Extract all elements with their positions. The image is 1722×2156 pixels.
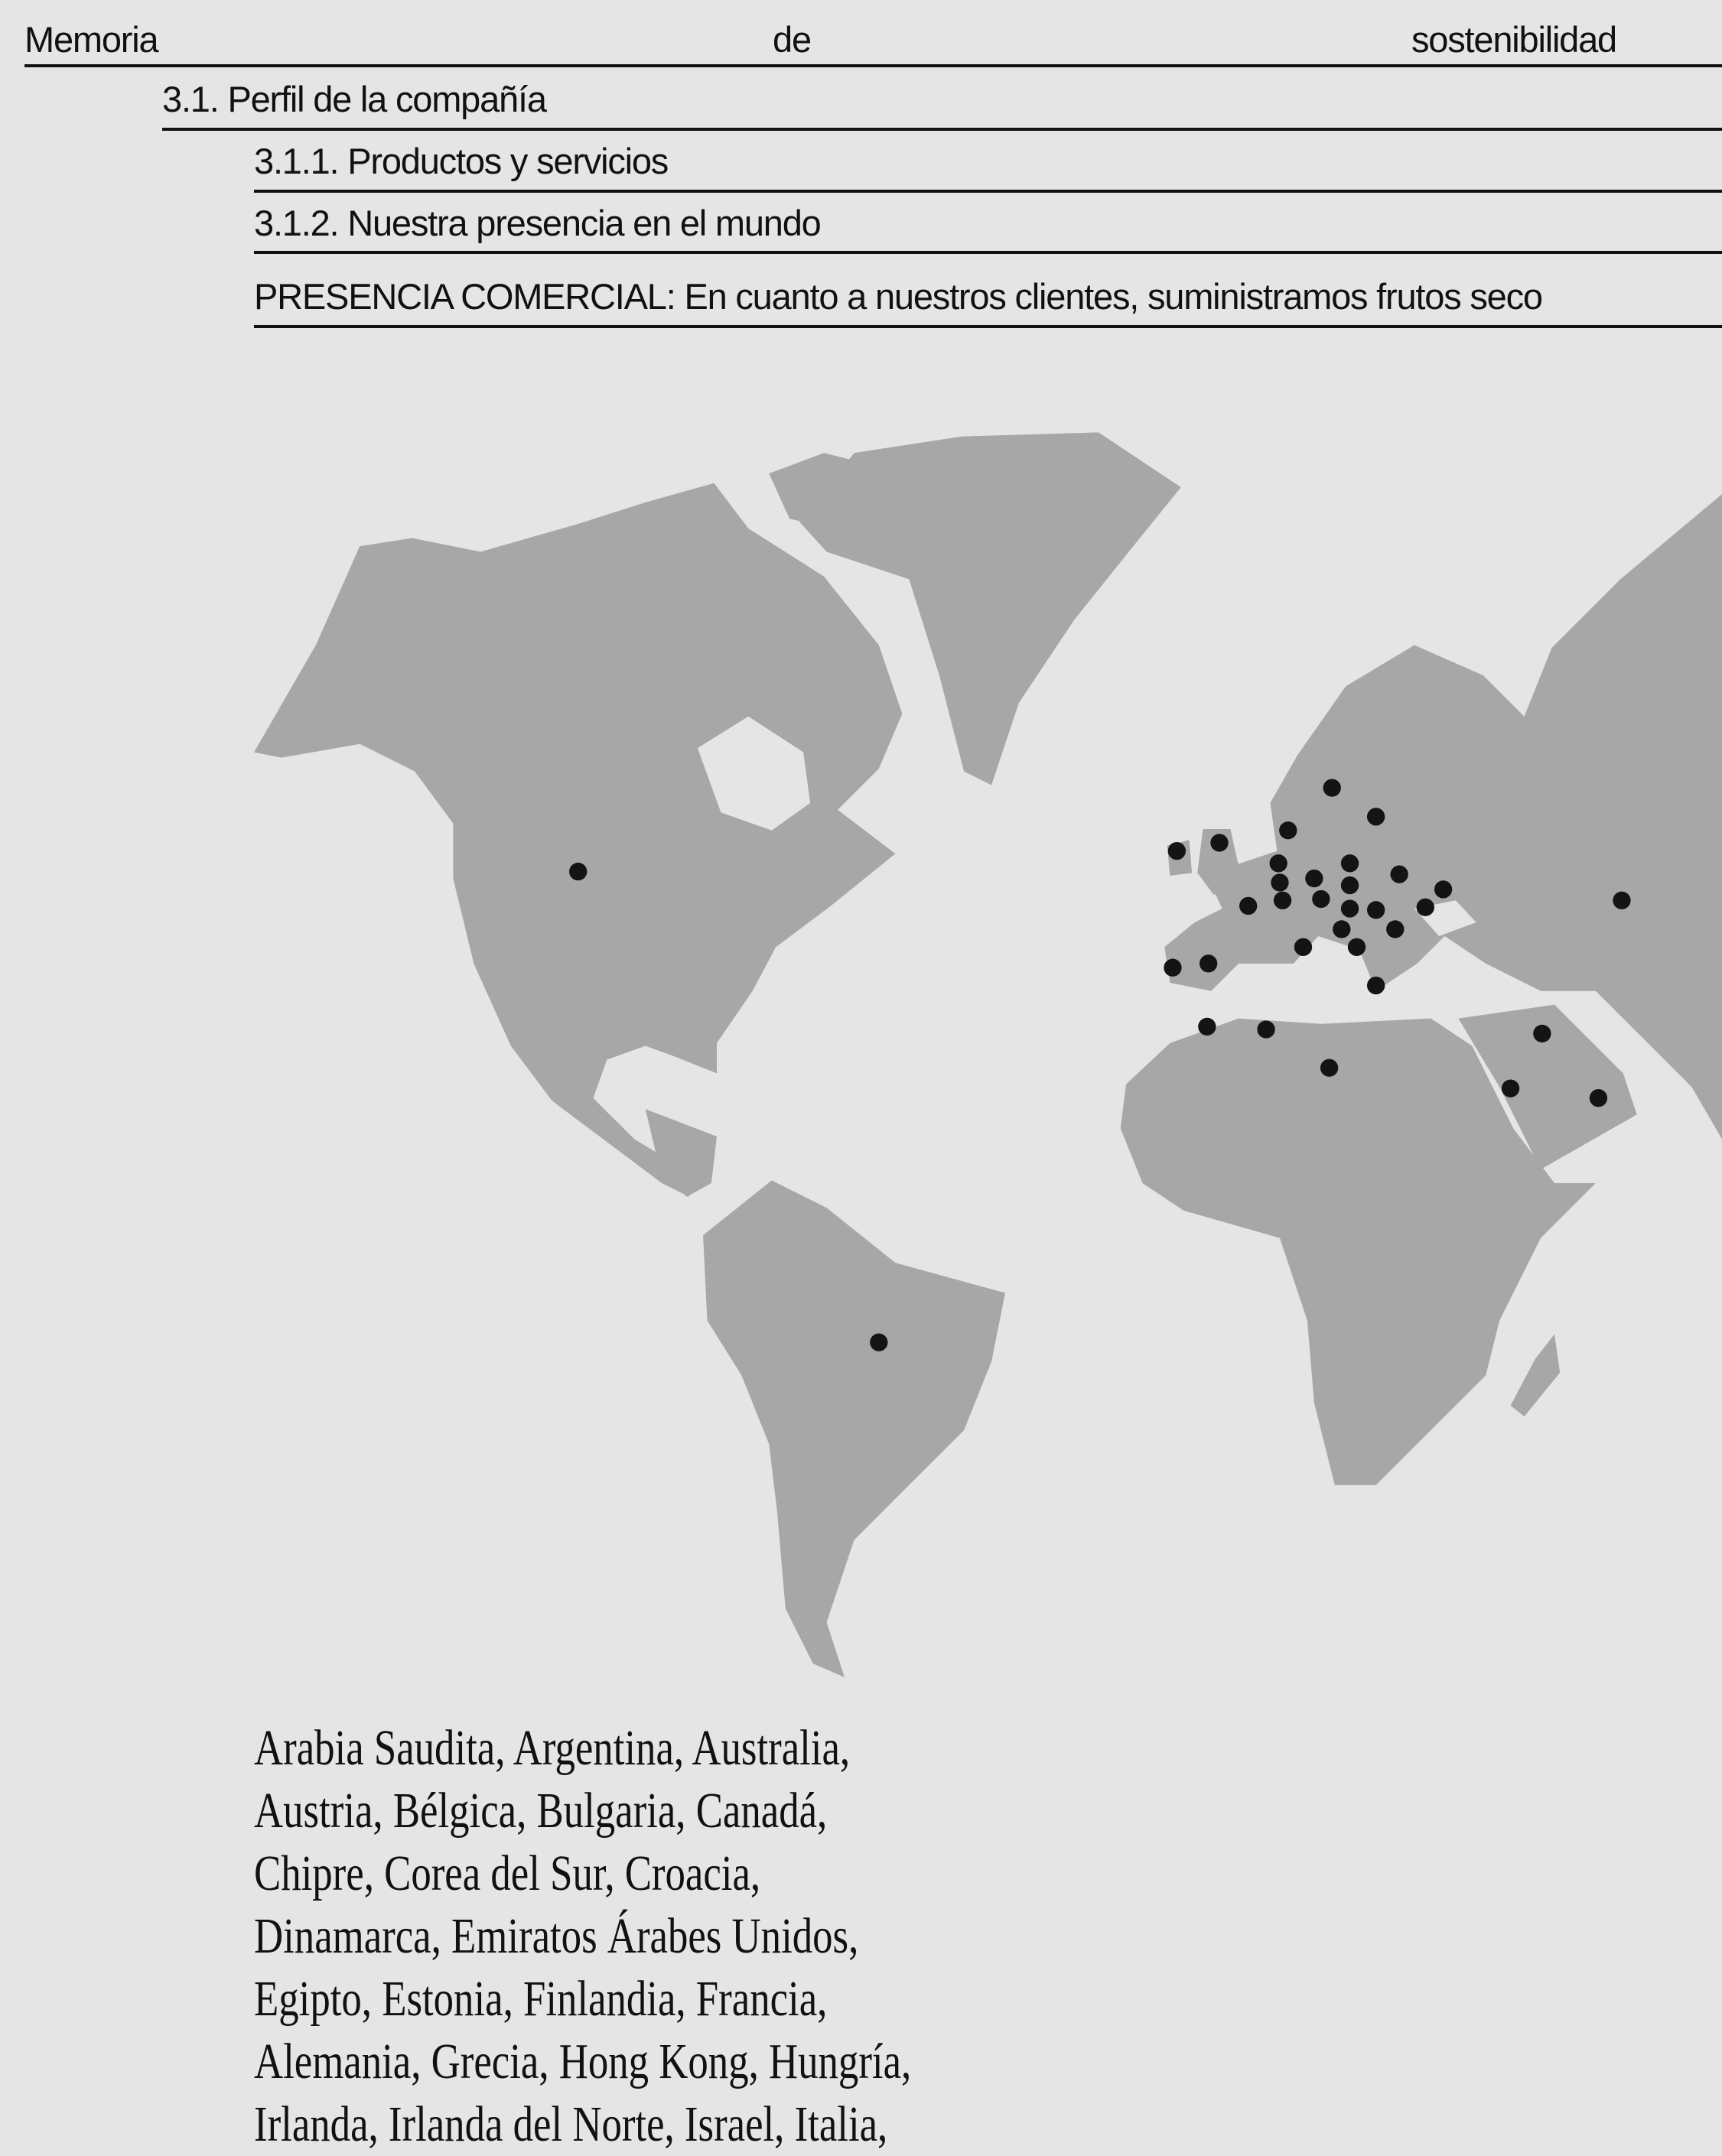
countries-line: Arabia Saudita, Argentina, Australia, [254,1720,851,1776]
central-america [646,1109,717,1197]
presence-marker [1323,779,1341,796]
presence-marker [1312,890,1330,908]
presence-marker [1367,901,1385,919]
presence-marker [1210,834,1228,851]
countries-list [254,1717,911,2156]
countries-line: Austria, Bélgica, Bulgaria, Canadá, [254,1783,828,1839]
breadcrumb-section[interactable]: 3.1. Perfil de la compañía [162,79,546,119]
presence-marker [1239,897,1257,915]
presence-marker [1502,1079,1519,1097]
presence-marker [1386,920,1404,938]
countries-line: Alemania, Grecia, Hong Kong, Hungría, [254,2034,912,2089]
presence-marker [1341,876,1359,894]
continents [254,432,1722,1677]
north-america [254,483,902,1197]
presence-marker [1305,870,1323,887]
presence-marker [870,1333,887,1351]
presence-marker [1390,866,1408,883]
presence-marker [1333,920,1350,938]
countries-line: Chipre, Corea del Sur, Croacia, [254,1845,761,1901]
presence-marker [1271,873,1288,891]
breadcrumb-subsection-products[interactable]: 3.1.1. Productos y servicios [254,141,669,181]
presence-marker [1533,1025,1551,1042]
presence-marker [1613,892,1630,909]
presence-marker [1320,1059,1338,1077]
presence-marker [1590,1089,1607,1107]
presence-marker [1367,977,1385,994]
header-word-sostenibilidad: sostenibilidad [1411,19,1616,60]
presence-marker [1270,854,1287,872]
countries-line: Irlanda, Irlanda del Norte, Israel, Italia, [254,2096,888,2152]
presence-marker [1164,959,1181,977]
madagascar [1511,1334,1561,1416]
breadcrumb-subsection-presence[interactable]: 3.1.2. Nuestra presencia en el mundo [254,203,821,243]
presence-marker [1257,1020,1274,1038]
header-word-de: de [773,19,811,60]
topic-heading: PRESENCIA COMERCIAL: En cuanto a nuestros clientes, suministramos frutos seco [254,276,1542,317]
header-word-memoria: Memoria [24,19,158,60]
presence-marker [1417,899,1434,916]
countries-line: Dinamarca, Emiratos Árabes Unidos, [254,1908,859,1964]
south-america [703,1180,1005,1677]
presence-marker [1168,842,1186,860]
presence-marker [569,863,587,880]
presence-marker [1198,1018,1216,1036]
presence-marker [1367,808,1385,825]
presence-marker [1294,938,1312,956]
presence-marker [1341,899,1359,917]
presence-marker [1279,821,1297,839]
countries-line: Egipto, Estonia, Finlandia, Francia, [254,1971,828,2027]
presence-marker [1274,892,1291,909]
presence-marker [1434,880,1452,898]
presence-marker [1200,954,1217,972]
presence-marker [1348,938,1366,956]
presence-marker [1341,854,1359,872]
